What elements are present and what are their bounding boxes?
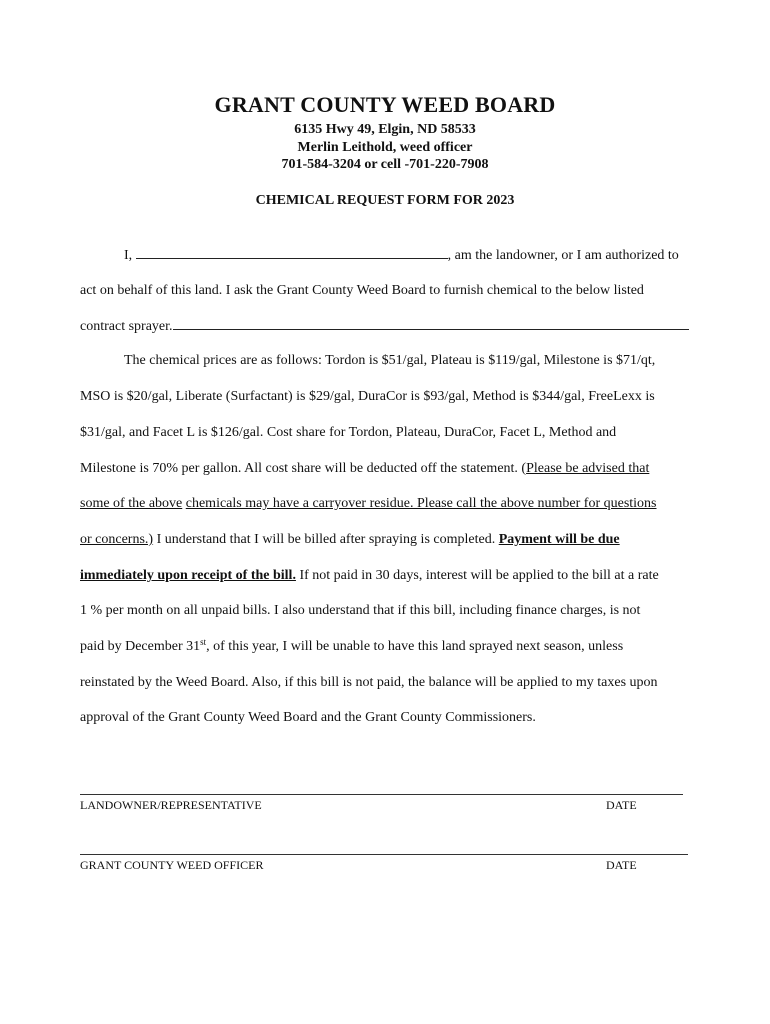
prices-line-3: $31/gal, and Facet L is $126/gal. Cost share for Tordon, Plateau, DuraCor, Facet L, Method and bbox=[80, 425, 617, 440]
officer-date-label: DATE bbox=[606, 858, 637, 872]
prices-line-10: reinstated by the Weed Board. Also, if this bill is not paid, the balance will be applied to my taxes upon bbox=[80, 675, 658, 690]
prices-line-1: The chemical prices are as follows: Tordon is $51/gal, Plateau is $119/gal, Milestone is $71/qt, bbox=[124, 353, 656, 368]
prices-line-4 bbox=[80, 460, 649, 478]
page-title: GRANT COUNTY WEED BOARD bbox=[214, 92, 556, 117]
text-segment: paid by December 31 bbox=[80, 639, 201, 654]
contract-sprayer-label: contract sprayer. bbox=[80, 319, 173, 334]
text-segment: I, bbox=[124, 248, 136, 263]
landowner-signature-field[interactable] bbox=[80, 794, 683, 795]
prices-line-2: MSO is $20/gal, Liberate (Surfactant) is $29/gal, DuraCor is $93/gal, Method is $344/gal, FreeLexx is bbox=[80, 389, 655, 404]
address-line: 6135 Hwy 49, Elgin, ND 58533 bbox=[294, 122, 476, 137]
landowner-statement-line-1 bbox=[124, 246, 679, 265]
prices-line-6 bbox=[80, 531, 620, 549]
prices-line-8: 1 % per month on all unpaid bills. I also understand that if this bill, including finance charges, is not bbox=[80, 603, 641, 618]
form-title: CHEMICAL REQUEST FORM FOR 2023 bbox=[255, 193, 515, 208]
phone-line: 701-584-3204 or cell -701-220-7908 bbox=[281, 157, 489, 172]
text-segment: , of this year, I will be unable to have this land sprayed next season, unless bbox=[206, 639, 624, 654]
contract-sprayer-field[interactable] bbox=[173, 317, 689, 330]
landowner-date-label: DATE bbox=[606, 798, 637, 812]
payment-notice: immediately upon receipt of the bill. bbox=[80, 568, 296, 583]
prices-line-11: approval of the Grant County Weed Board and the Grant County Commissioners. bbox=[80, 710, 536, 725]
landowner-name-field[interactable] bbox=[136, 246, 448, 259]
prices-line-7 bbox=[80, 567, 659, 585]
payment-notice: Payment will be due bbox=[498, 532, 620, 547]
landowner-signature-label: LANDOWNER/REPRESENTATIVE bbox=[80, 798, 262, 812]
contact-person-line: Merlin Leithold, weed officer bbox=[297, 140, 473, 155]
text-segment: Milestone is 70% per gallon. All cost share will be deducted off the statement. ( bbox=[80, 461, 527, 476]
advisory-text: or concerns.) bbox=[80, 532, 154, 547]
officer-signature-field[interactable] bbox=[80, 854, 688, 855]
text-segment: I understand that I will be billed after spraying is completed. bbox=[153, 532, 499, 547]
ordinal-suffix: st bbox=[200, 637, 207, 647]
advisory-text: some of the above bbox=[80, 496, 183, 511]
prices-line-5 bbox=[80, 495, 657, 513]
text-segment: , am the landowner, or I am authorized to bbox=[447, 248, 679, 263]
text-segment: If not paid in 30 days, interest will be applied to the bill at a rate bbox=[295, 568, 659, 583]
contract-sprayer-line bbox=[80, 317, 689, 336]
landowner-statement-line-2: act on behalf of this land. I ask the Grant County Weed Board to furnish chemical to the below listed bbox=[80, 283, 644, 298]
officer-signature-label: GRANT COUNTY WEED OFFICER bbox=[80, 858, 264, 872]
advisory-text: Please be advised that bbox=[526, 461, 650, 476]
prices-line-9 bbox=[80, 638, 623, 656]
advisory-text: chemicals may have a carryover residue. Please call the above number for questions bbox=[185, 496, 657, 511]
